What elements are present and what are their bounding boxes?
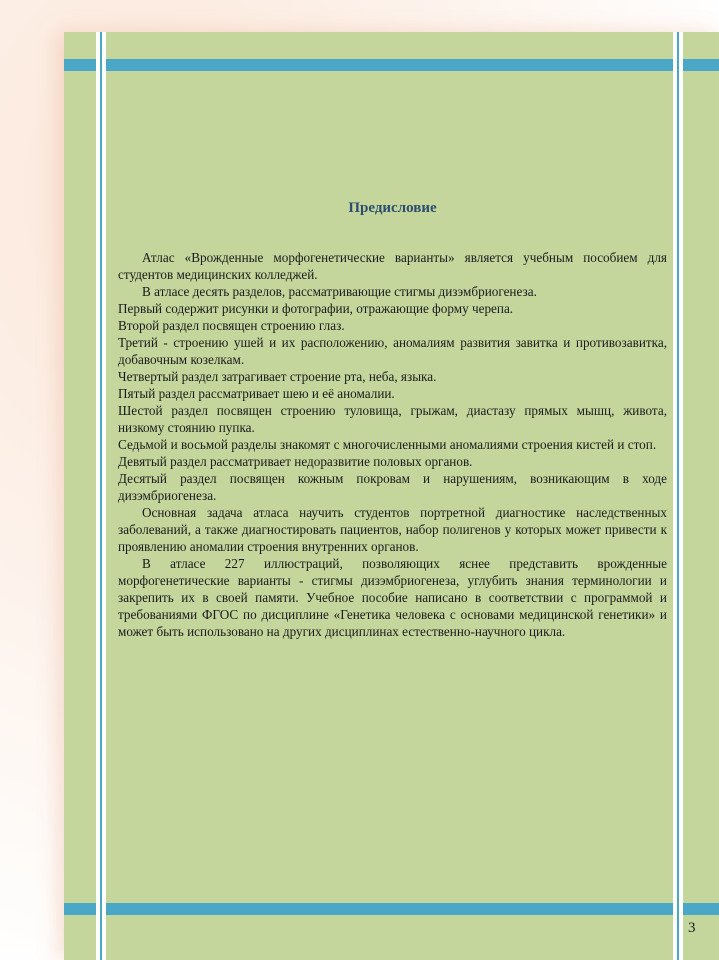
right-border-line-outer [679, 32, 683, 960]
paragraph: Второй раздел посвящен строению глаз. [118, 318, 345, 333]
paragraph: Основная задача атласа научить студентов портретной диагностике наследственных заболеваний, а также диагностировать пациентов, набор полигенов у которых может привести к проявлению аномалии строения внутренних органов. [118, 505, 667, 554]
paragraph: Пятый раздел рассматривает шею и её аномалии. [118, 386, 395, 401]
bottom-decorative-band [64, 903, 719, 915]
page-title: Предисловие [348, 200, 437, 216]
paragraph: Атлас «Врожденные морфогенетические варианты» является учебным пособием для студентов медицинских колледжей. [118, 250, 667, 282]
paragraph: Десятый раздел посвящен кожным покровам и нарушениям, возникающим в ходе дизэмбриогенеза. [118, 471, 667, 503]
document-page [64, 32, 719, 960]
page-number: 3 [688, 920, 696, 936]
page-content [118, 200, 667, 640]
paragraph: Четвертый раздел затрагивает строение рта, неба, языка. [118, 369, 437, 384]
paragraph: В атласе десять разделов, рассматривающие стигмы дизэмбриогенеза. [142, 284, 537, 299]
paragraph: Третий - строению ушей и их расположению, аномалиям развития завитка и противозавитка, добавочным козелкам. [118, 335, 667, 367]
left-border-line-inner [102, 32, 106, 960]
paragraph: Шестой раздел посвящен строению туловища, грыжам, диастазу прямых мышц, живота, низкому стоянию пупка. [118, 403, 667, 435]
paragraph: Девятый раздел рассматривает недоразвитие половых органов. [118, 454, 473, 469]
paragraph: В атласе 227 иллюстраций, позволяющих яснее представить врожденные морфогенетические варианты - стигмы дизэмбриогенеза, углубить знания терминологии и закрепить их в своей памяти. Учебное пособие написано в соответствии с программой и требованиями ФГОС по дисциплине «Генетика человека с основами медицинской генетики» и может быть использовано на других дисциплинах естественно-научного цикла. [118, 556, 667, 639]
paragraph: Седьмой и восьмой разделы знакомят с многочисленными аномалиями строения кистей и стоп. [118, 437, 657, 452]
paragraph: Первый содержит рисунки и фотографии, отражающие форму черепа. [118, 301, 514, 316]
top-decorative-band [64, 59, 719, 71]
